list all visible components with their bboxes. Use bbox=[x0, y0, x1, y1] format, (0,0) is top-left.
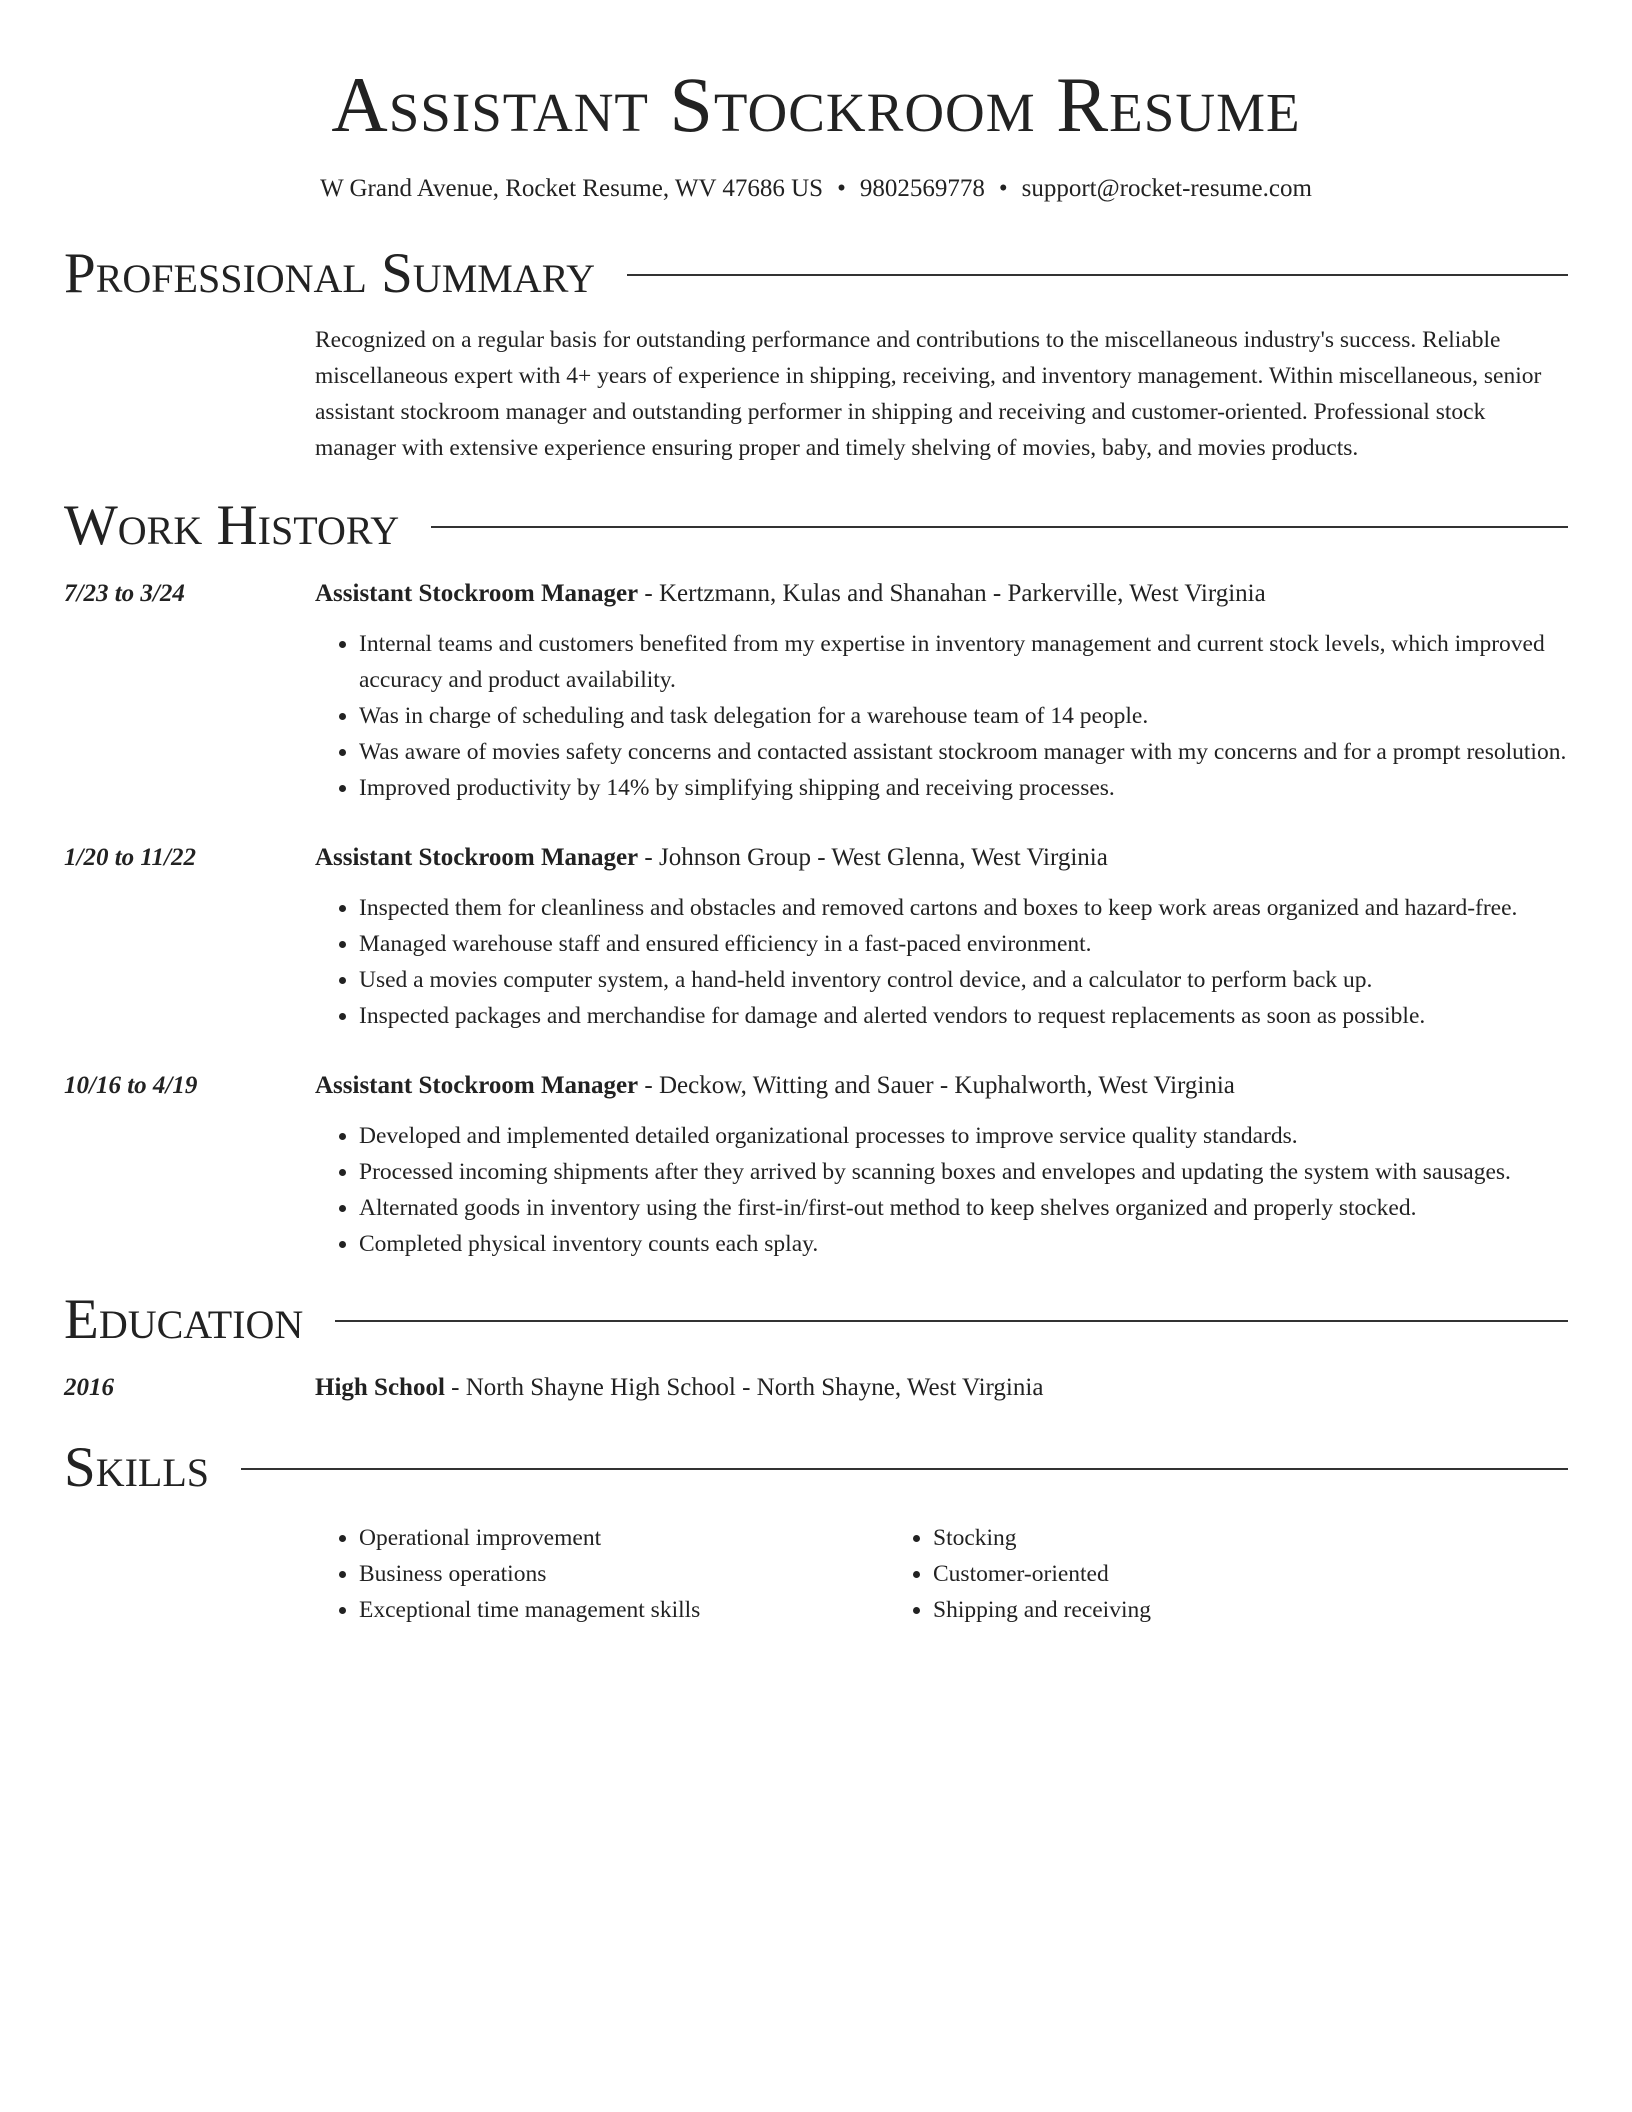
job-company: - Kertzmann, Kulas and Shanahan - Parkerville, West Virginia bbox=[638, 580, 1266, 607]
job-body bbox=[315, 1068, 1568, 1262]
skill-item: • Business operations bbox=[359, 1556, 889, 1592]
skills-grid bbox=[315, 1520, 1568, 1628]
job-dates: 1/20 to 11/22 bbox=[64, 844, 196, 871]
resume-title: Assistant Stockroom Resume bbox=[331, 61, 1301, 148]
skill-item: • Customer-oriented bbox=[933, 1556, 1463, 1592]
resume-page bbox=[64, 0, 1568, 1628]
skill-item: • Operational improvement bbox=[359, 1520, 889, 1556]
job-body bbox=[315, 576, 1568, 806]
job-bullet: • Was in charge of scheduling and task delegation for a warehouse team of 14 people. bbox=[359, 698, 1568, 734]
job-bullet: • Inspected packages and merchandise for damage and alerted vendors to request replacements as soon as possible. bbox=[359, 998, 1568, 1034]
contact-separator: • bbox=[837, 175, 846, 202]
job-bullet: • Was aware of movies safety concerns and contacted assistant stockroom manager with my concerns and for a prompt resolution. bbox=[359, 734, 1568, 770]
education-school: - North Shayne High School - North Shayne, West Virginia bbox=[444, 1374, 1044, 1401]
job-entry bbox=[64, 576, 1568, 806]
section-divider bbox=[627, 274, 1568, 276]
work-section-title: Work History bbox=[64, 494, 400, 557]
job-dates: 10/16 to 4/19 bbox=[64, 1072, 198, 1099]
job-bullet: • Managed warehouse staff and ensured efficiency in a fast-paced environment. bbox=[359, 926, 1568, 962]
skills-section-title: Skills bbox=[64, 1436, 210, 1499]
education-section-header bbox=[64, 1288, 1568, 1352]
job-heading bbox=[315, 840, 1568, 876]
contact-email: support@rocket-resume.com bbox=[1021, 175, 1312, 202]
education-year: 2016 bbox=[64, 1374, 114, 1401]
skills-column-right bbox=[889, 1520, 1463, 1628]
job-role: Assistant Stockroom Manager bbox=[315, 580, 639, 607]
summary-text: Recognized on a regular basis for outstanding performance and contributions to the miscellaneous industry's success. Reliable miscellaneous expert with 4+ years of experience in shipping, receiving, and inventory management. Within miscellaneous, senior assistant stockroom manager and outstanding performer in shipping and receiving and customer-oriented. Professional stock manager with extensive experience ensuring proper and timely shelving of movies, baby, and movies products. bbox=[315, 327, 1542, 461]
job-heading bbox=[315, 576, 1568, 612]
job-bullet: • Internal teams and customers benefited from my expertise in inventory management and current stock levels, which improved accuracy and product availability. bbox=[359, 626, 1568, 698]
contact-separator: • bbox=[998, 175, 1008, 202]
job-bullet: • Alternated goods in inventory using the first-in/first-out method to keep shelves organized and properly stocked. bbox=[359, 1190, 1568, 1226]
job-role: Assistant Stockroom Manager bbox=[315, 844, 639, 871]
job-bullet: • Used a movies computer system, a hand-held inventory control device, and a calculator to perform back up. bbox=[359, 962, 1568, 998]
skill-item: • Exceptional time management skills bbox=[359, 1592, 889, 1628]
education-entry bbox=[64, 1370, 1568, 1406]
job-dates: 7/23 to 3/24 bbox=[64, 580, 185, 607]
skill-item: • Shipping and receiving bbox=[933, 1592, 1463, 1628]
contact-address: W Grand Avenue, Rocket Resume, WV 47686 US bbox=[320, 175, 824, 202]
contact-line bbox=[64, 172, 1568, 206]
work-history-list bbox=[64, 576, 1568, 1262]
job-body bbox=[315, 840, 1568, 1034]
education-degree: High School bbox=[315, 1374, 445, 1401]
contact-phone: 9802569778 bbox=[859, 175, 985, 202]
job-bullets bbox=[315, 1118, 1568, 1262]
education-section-title: Education bbox=[64, 1288, 304, 1351]
skills-column-left bbox=[315, 1520, 889, 1628]
job-bullet: • Completed physical inventory counts each splay. bbox=[359, 1226, 1568, 1262]
job-bullets bbox=[315, 626, 1568, 806]
education-body bbox=[315, 1370, 1568, 1406]
job-entry bbox=[64, 1068, 1568, 1262]
job-company: - Johnson Group - West Glenna, West Virginia bbox=[638, 844, 1108, 871]
work-section-header bbox=[64, 494, 1568, 558]
job-role: Assistant Stockroom Manager bbox=[315, 1072, 639, 1099]
job-bullet: • Improved productivity by 14% by simplifying shipping and receiving processes. bbox=[359, 770, 1568, 806]
job-heading bbox=[315, 1068, 1568, 1104]
job-bullet: • Processed incoming shipments after they arrived by scanning boxes and envelopes and updating the system with sausages. bbox=[359, 1154, 1568, 1190]
job-company: - Deckow, Witting and Sauer - Kuphalworth, West Virginia bbox=[638, 1072, 1235, 1099]
skills-section-header bbox=[64, 1436, 1568, 1500]
education-heading bbox=[315, 1370, 1568, 1406]
summary-section-header bbox=[64, 242, 1568, 306]
job-bullet: • Developed and implemented detailed organizational processes to improve service quality standards. bbox=[359, 1118, 1568, 1154]
job-bullet: • Inspected them for cleanliness and obstacles and removed cartons and boxes to keep work areas organized and hazard-free. bbox=[359, 890, 1568, 926]
job-entry bbox=[64, 840, 1568, 1034]
section-divider bbox=[335, 1320, 1568, 1322]
section-divider bbox=[241, 1468, 1568, 1470]
summary-section-title: Professional Summary bbox=[64, 242, 596, 305]
section-divider bbox=[431, 526, 1568, 528]
skill-item: • Stocking bbox=[933, 1520, 1463, 1556]
job-bullets bbox=[315, 890, 1568, 1034]
